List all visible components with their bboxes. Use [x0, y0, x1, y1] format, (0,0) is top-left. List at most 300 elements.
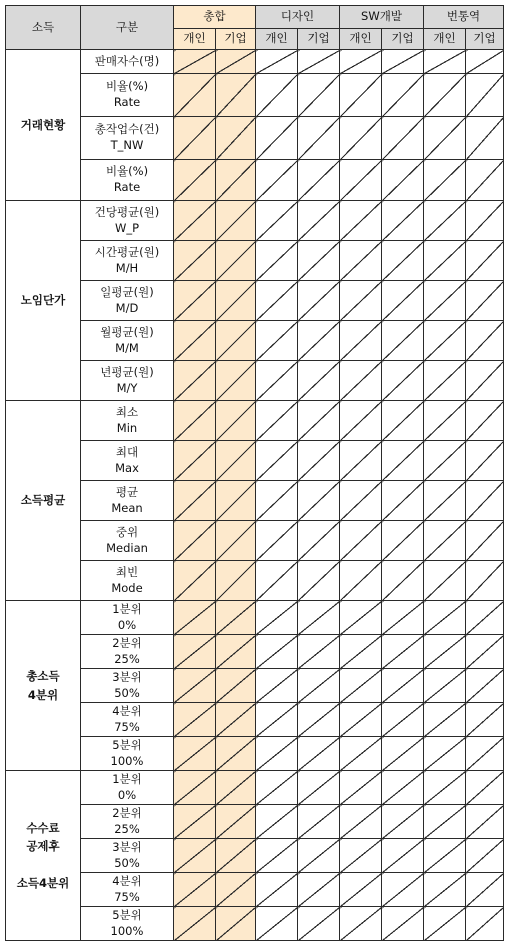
row-label-line: 년평균(원) [100, 364, 154, 379]
empty-data-cell[interactable] [216, 117, 256, 160]
empty-data-cell[interactable] [382, 441, 424, 481]
row-label-line: 비율(%) [105, 79, 149, 94]
empty-data-cell[interactable] [466, 907, 504, 941]
empty-data-cell[interactable] [298, 201, 340, 241]
empty-data-cell[interactable] [340, 907, 382, 941]
row-label [81, 737, 174, 771]
empty-data-cell[interactable] [466, 281, 504, 321]
table-row [6, 481, 504, 521]
empty-data-cell[interactable] [216, 201, 256, 241]
header-sub-company: 기업 [298, 29, 340, 50]
empty-data-cell[interactable] [174, 160, 216, 201]
row-label-line: 비율(%) [105, 164, 149, 179]
empty-data-cell[interactable] [424, 521, 466, 561]
empty-data-cell[interactable] [174, 635, 216, 669]
row-label-line: 최소 [115, 404, 139, 419]
row-label [81, 441, 174, 481]
empty-data-cell[interactable] [424, 601, 466, 635]
section-title-line: 4분위 [27, 687, 59, 702]
empty-data-cell[interactable] [466, 601, 504, 635]
empty-data-cell[interactable] [340, 241, 382, 281]
empty-data-cell[interactable] [256, 839, 298, 873]
empty-data-cell[interactable] [174, 669, 216, 703]
empty-data-cell[interactable] [382, 907, 424, 941]
empty-data-cell[interactable] [298, 635, 340, 669]
empty-data-cell[interactable] [256, 805, 298, 839]
empty-data-cell[interactable] [256, 669, 298, 703]
empty-data-cell[interactable] [298, 703, 340, 737]
empty-data-cell[interactable] [466, 160, 504, 201]
empty-data-cell[interactable] [424, 839, 466, 873]
empty-data-cell[interactable] [466, 401, 504, 441]
header-group-total: 총합 [174, 6, 256, 29]
header-income: 소득 [6, 6, 81, 50]
empty-data-cell[interactable] [424, 321, 466, 361]
empty-data-cell[interactable] [466, 873, 504, 907]
empty-data-cell[interactable] [216, 521, 256, 561]
empty-data-cell[interactable] [424, 50, 466, 74]
row-label [81, 160, 174, 201]
empty-data-cell[interactable] [216, 737, 256, 771]
empty-data-cell[interactable] [216, 481, 256, 521]
empty-data-cell[interactable] [382, 281, 424, 321]
table-row [6, 601, 504, 635]
empty-data-cell[interactable] [216, 805, 256, 839]
empty-data-cell[interactable] [298, 669, 340, 703]
empty-data-cell[interactable] [174, 361, 216, 401]
empty-data-cell[interactable] [382, 805, 424, 839]
empty-data-cell[interactable] [340, 561, 382, 601]
empty-data-cell[interactable] [466, 441, 504, 481]
empty-data-cell[interactable] [298, 74, 340, 117]
section-title [6, 201, 81, 401]
empty-data-cell[interactable] [424, 737, 466, 771]
row-label-line: 1분위 [112, 602, 142, 616]
empty-data-cell[interactable] [216, 321, 256, 361]
empty-data-cell[interactable] [256, 601, 298, 635]
empty-data-cell[interactable] [298, 321, 340, 361]
empty-data-cell[interactable] [340, 321, 382, 361]
empty-data-cell[interactable] [424, 441, 466, 481]
table-row [6, 635, 504, 669]
row-label-line: 5분위 [112, 908, 142, 923]
empty-data-cell[interactable] [298, 117, 340, 160]
table-row [6, 281, 504, 321]
empty-data-cell[interactable] [382, 361, 424, 401]
row-label-line: M/H [115, 260, 139, 275]
empty-data-cell[interactable] [298, 737, 340, 771]
empty-data-cell[interactable] [216, 703, 256, 737]
empty-data-cell[interactable] [216, 907, 256, 941]
row-label-line: Rate [113, 95, 141, 109]
row-label-line: M/Y [116, 380, 138, 395]
empty-data-cell[interactable] [256, 873, 298, 907]
empty-data-cell[interactable] [466, 201, 504, 241]
empty-data-cell[interactable] [382, 601, 424, 635]
empty-data-cell[interactable] [174, 241, 216, 281]
row-label-line: 시간평균(원) [94, 244, 160, 259]
empty-data-cell[interactable] [340, 669, 382, 703]
empty-data-cell[interactable] [216, 241, 256, 281]
table-row [6, 50, 504, 74]
empty-data-cell[interactable] [174, 321, 216, 361]
empty-data-cell[interactable] [256, 737, 298, 771]
empty-data-cell[interactable] [424, 361, 466, 401]
empty-data-cell[interactable] [174, 401, 216, 441]
row-label [81, 521, 174, 561]
empty-data-cell[interactable] [340, 361, 382, 401]
header-sub-individual: 개인 [340, 29, 382, 50]
row-label [81, 401, 174, 441]
empty-data-cell[interactable] [340, 805, 382, 839]
empty-data-cell[interactable] [424, 703, 466, 737]
empty-data-cell[interactable] [216, 601, 256, 635]
empty-data-cell[interactable] [298, 907, 340, 941]
empty-data-cell[interactable] [340, 117, 382, 160]
empty-data-cell[interactable] [382, 74, 424, 117]
empty-data-cell[interactable] [340, 201, 382, 241]
empty-data-cell[interactable] [424, 907, 466, 941]
empty-data-cell[interactable] [340, 737, 382, 771]
row-label-line: 최대 [115, 444, 139, 459]
empty-data-cell[interactable] [298, 481, 340, 521]
row-label-line: 0% [117, 787, 137, 802]
empty-data-cell[interactable] [466, 521, 504, 561]
row-label-line: 최빈 [115, 564, 139, 579]
empty-data-cell[interactable] [216, 561, 256, 601]
section-title-line [6, 856, 80, 874]
empty-data-cell[interactable] [466, 805, 504, 839]
empty-data-cell[interactable] [382, 401, 424, 441]
table-row [6, 401, 504, 441]
section-title-line: 총소득 [26, 669, 60, 684]
empty-data-cell[interactable] [424, 873, 466, 907]
empty-data-cell[interactable] [424, 160, 466, 201]
row-label-line: 총작업수(건) [94, 122, 160, 137]
empty-data-cell[interactable] [174, 601, 216, 635]
empty-data-cell[interactable] [174, 703, 216, 737]
row-label [81, 703, 174, 737]
empty-data-cell[interactable] [174, 907, 216, 941]
section-title [6, 50, 81, 201]
empty-data-cell[interactable] [298, 50, 340, 74]
empty-data-cell[interactable] [298, 805, 340, 839]
empty-data-cell[interactable] [340, 771, 382, 805]
empty-data-cell[interactable] [424, 669, 466, 703]
row-label-line: Min [116, 420, 138, 435]
empty-data-cell[interactable] [174, 873, 216, 907]
row-label [81, 50, 174, 74]
row-label-line: M/M [115, 340, 139, 355]
table-row [6, 805, 504, 839]
empty-data-cell[interactable] [340, 50, 382, 74]
row-label-line: Rate [113, 180, 141, 194]
row-label-line: 4분위 [112, 874, 142, 889]
empty-data-cell[interactable] [298, 771, 340, 805]
empty-data-cell[interactable] [424, 805, 466, 839]
row-label [81, 771, 174, 805]
empty-data-cell[interactable] [382, 669, 424, 703]
empty-data-cell[interactable] [466, 50, 504, 74]
section-title-line: 거래현황 [20, 117, 66, 132]
row-label-line: 5분위 [112, 738, 142, 753]
empty-data-cell[interactable] [340, 281, 382, 321]
empty-data-cell[interactable] [174, 441, 216, 481]
empty-data-cell[interactable] [382, 703, 424, 737]
empty-data-cell[interactable] [466, 361, 504, 401]
table-row [6, 907, 504, 941]
row-label-line: 건당평균(원) [94, 204, 160, 219]
empty-data-cell[interactable] [216, 281, 256, 321]
empty-data-cell[interactable] [256, 907, 298, 941]
empty-data-cell[interactable] [174, 771, 216, 805]
empty-data-cell[interactable] [174, 74, 216, 117]
section-title [6, 401, 81, 601]
row-label [81, 839, 174, 873]
empty-data-cell[interactable] [424, 771, 466, 805]
row-label [81, 321, 174, 361]
row-label-line: Mean [111, 500, 143, 515]
empty-data-cell[interactable] [466, 561, 504, 601]
row-label [81, 873, 174, 907]
row-label [81, 281, 174, 321]
empty-data-cell[interactable] [424, 281, 466, 321]
empty-data-cell[interactable] [424, 635, 466, 669]
empty-data-cell[interactable] [466, 321, 504, 361]
empty-data-cell[interactable] [340, 521, 382, 561]
empty-data-cell[interactable] [340, 703, 382, 737]
empty-data-cell[interactable] [174, 281, 216, 321]
header-sub-individual: 개인 [174, 29, 216, 50]
empty-data-cell[interactable] [466, 839, 504, 873]
empty-data-cell[interactable] [174, 561, 216, 601]
empty-data-cell[interactable] [382, 160, 424, 201]
empty-data-cell[interactable] [382, 873, 424, 907]
empty-data-cell[interactable] [340, 481, 382, 521]
empty-data-cell[interactable] [424, 74, 466, 117]
row-label [81, 635, 174, 669]
row-label-line: 2분위 [112, 636, 142, 651]
section-title-line: 노임단가 [20, 293, 66, 308]
empty-data-cell[interactable] [174, 839, 216, 873]
row-label-line: 일평균(원) [100, 284, 154, 299]
table-row [6, 771, 504, 805]
row-label-line: T_NW [110, 138, 144, 152]
empty-data-cell[interactable] [256, 441, 298, 481]
empty-data-cell[interactable] [340, 160, 382, 201]
empty-data-cell[interactable] [174, 117, 216, 160]
row-label-line: 3분위 [112, 670, 142, 685]
empty-data-cell[interactable] [256, 703, 298, 737]
table-row [6, 669, 504, 703]
empty-data-cell[interactable] [424, 401, 466, 441]
section-title-line: 수수료 [26, 820, 60, 835]
empty-data-cell[interactable] [256, 50, 298, 74]
empty-data-cell[interactable] [340, 839, 382, 873]
header-group-sw: SW개발 [340, 6, 424, 29]
table-row [6, 361, 504, 401]
empty-data-cell[interactable] [382, 481, 424, 521]
empty-data-cell[interactable] [174, 50, 216, 74]
empty-data-cell[interactable] [424, 561, 466, 601]
empty-data-cell[interactable] [256, 201, 298, 241]
table-row [6, 561, 504, 601]
row-label [81, 805, 174, 839]
empty-data-cell[interactable] [382, 561, 424, 601]
empty-data-cell[interactable] [174, 737, 216, 771]
empty-data-cell[interactable] [216, 50, 256, 74]
empty-data-cell[interactable] [298, 361, 340, 401]
empty-data-cell[interactable] [216, 441, 256, 481]
empty-data-cell[interactable] [256, 361, 298, 401]
empty-data-cell[interactable] [298, 441, 340, 481]
row-label-line: 0% [117, 617, 137, 632]
empty-data-cell[interactable] [382, 839, 424, 873]
row-label-line: 50% [114, 855, 140, 870]
empty-data-cell[interactable] [174, 805, 216, 839]
empty-data-cell[interactable] [298, 241, 340, 281]
header-group-translation: 번통역 [424, 6, 504, 29]
empty-data-cell[interactable] [298, 561, 340, 601]
empty-data-cell[interactable] [382, 737, 424, 771]
empty-data-cell[interactable] [256, 160, 298, 201]
header-category: 구분 [81, 6, 174, 50]
empty-data-cell[interactable] [340, 873, 382, 907]
row-label [81, 117, 174, 160]
empty-data-cell[interactable] [424, 241, 466, 281]
empty-data-cell[interactable] [256, 117, 298, 160]
empty-data-cell[interactable] [424, 117, 466, 160]
empty-data-cell[interactable] [340, 601, 382, 635]
row-label-line: 2분위 [112, 806, 142, 821]
empty-data-cell[interactable] [298, 160, 340, 201]
table-row [6, 321, 504, 361]
empty-data-cell[interactable] [256, 401, 298, 441]
empty-data-cell[interactable] [216, 160, 256, 201]
empty-data-cell[interactable] [466, 241, 504, 281]
empty-data-cell[interactable] [216, 873, 256, 907]
empty-data-cell[interactable] [382, 201, 424, 241]
table-row [6, 241, 504, 281]
empty-data-cell[interactable] [466, 703, 504, 737]
empty-data-cell[interactable] [174, 201, 216, 241]
row-label-line: M/D [115, 300, 139, 315]
empty-data-cell[interactable] [382, 117, 424, 160]
row-label-line: Median [106, 540, 148, 555]
empty-data-cell[interactable] [256, 281, 298, 321]
row-label-line: 월평균(원) [100, 324, 154, 339]
section-title-line: 소득평균 [20, 493, 66, 508]
empty-data-cell[interactable] [298, 281, 340, 321]
empty-data-cell[interactable] [340, 635, 382, 669]
empty-data-cell[interactable] [424, 201, 466, 241]
empty-data-cell[interactable] [466, 635, 504, 669]
row-label-line: 1분위 [112, 772, 142, 787]
empty-data-cell[interactable] [466, 74, 504, 117]
empty-data-cell[interactable] [216, 635, 256, 669]
header-sub-individual: 개인 [256, 29, 298, 50]
empty-data-cell[interactable] [382, 521, 424, 561]
empty-data-cell[interactable] [256, 74, 298, 117]
empty-data-cell[interactable] [256, 321, 298, 361]
empty-data-cell[interactable] [382, 635, 424, 669]
row-label-line: Mode [111, 580, 143, 595]
empty-data-cell[interactable] [216, 669, 256, 703]
empty-data-cell[interactable] [256, 241, 298, 281]
empty-data-cell[interactable] [216, 401, 256, 441]
empty-data-cell[interactable] [256, 481, 298, 521]
empty-data-cell[interactable] [382, 771, 424, 805]
empty-data-cell[interactable] [382, 50, 424, 74]
header-sub-company: 기업 [466, 29, 504, 50]
empty-data-cell[interactable] [340, 441, 382, 481]
empty-data-cell[interactable] [256, 521, 298, 561]
header-group-design: 디자인 [256, 6, 340, 29]
header-sub-company: 기업 [382, 29, 424, 50]
table-row [6, 737, 504, 771]
row-label-line: 25% [114, 821, 140, 836]
empty-data-cell[interactable] [298, 873, 340, 907]
row-label-line: 중위 [115, 524, 139, 539]
row-label-line: 25% [114, 651, 140, 666]
empty-data-cell[interactable] [216, 771, 256, 805]
row-label-line: 100% [110, 923, 144, 938]
empty-data-cell[interactable] [424, 481, 466, 521]
income-statistics-table [5, 5, 504, 941]
row-label-line: Max [115, 460, 139, 475]
empty-data-cell[interactable] [174, 521, 216, 561]
row-label [81, 601, 174, 635]
empty-data-cell[interactable] [256, 635, 298, 669]
row-label [81, 481, 174, 521]
empty-data-cell[interactable] [340, 74, 382, 117]
row-label-line: 75% [114, 719, 140, 734]
row-label [81, 361, 174, 401]
section-title-line: 공제후 [26, 839, 60, 854]
empty-data-cell[interactable] [298, 601, 340, 635]
table-row [6, 839, 504, 873]
empty-data-cell[interactable] [298, 521, 340, 561]
empty-data-cell[interactable] [466, 117, 504, 160]
empty-data-cell[interactable] [216, 361, 256, 401]
empty-data-cell[interactable] [382, 241, 424, 281]
table-row [6, 441, 504, 481]
empty-data-cell[interactable] [340, 401, 382, 441]
empty-data-cell[interactable] [298, 401, 340, 441]
empty-data-cell[interactable] [466, 771, 504, 805]
empty-data-cell[interactable] [174, 481, 216, 521]
empty-data-cell[interactable] [256, 771, 298, 805]
empty-data-cell[interactable] [382, 321, 424, 361]
empty-data-cell[interactable] [216, 74, 256, 117]
table-row [6, 873, 504, 907]
empty-data-cell[interactable] [466, 737, 504, 771]
empty-data-cell[interactable] [466, 669, 504, 703]
empty-data-cell[interactable] [256, 561, 298, 601]
empty-data-cell[interactable] [466, 481, 504, 521]
row-label-line: 4분위 [112, 704, 142, 719]
table-row [6, 201, 504, 241]
table-row [6, 703, 504, 737]
row-label [81, 561, 174, 601]
empty-data-cell[interactable] [216, 839, 256, 873]
row-label [81, 241, 174, 281]
empty-data-cell[interactable] [298, 839, 340, 873]
row-label-line: 50% [114, 685, 140, 700]
row-label [81, 907, 174, 941]
table-row [6, 160, 504, 201]
row-label [81, 201, 174, 241]
